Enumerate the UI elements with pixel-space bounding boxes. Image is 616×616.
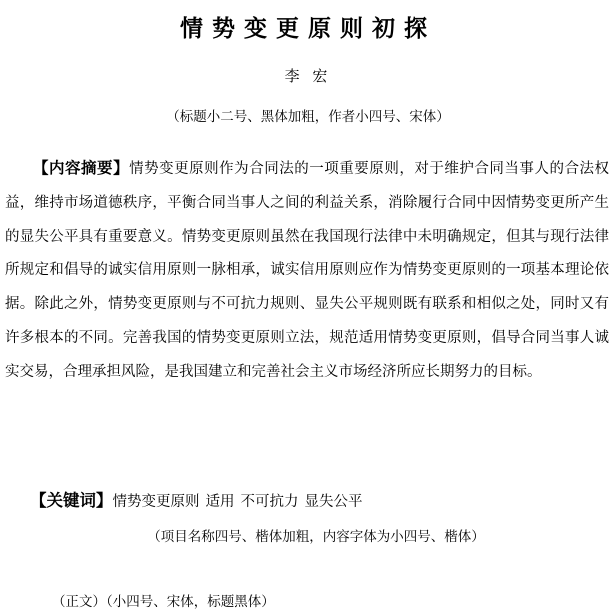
abstract-paragraph xyxy=(5,152,609,390)
keyword-item: 情势变更原则 xyxy=(112,494,200,510)
keywords-label: 【关键词】 xyxy=(30,491,113,510)
author-name: 李 宏 xyxy=(284,67,332,85)
title-format-note: （标题小二号、黑体加粗，作者小四号、宋体） xyxy=(166,109,450,125)
abstract-label: 【内容摘要】 xyxy=(33,159,130,177)
paper-title: 情势变更原则初探 xyxy=(180,16,436,42)
keyword-item: 不可抗力 xyxy=(240,494,299,510)
body-format-note: （正文）（小四号、宋体，标题黑体） xyxy=(52,594,275,610)
keyword-item: 显失公平 xyxy=(304,494,363,510)
abstract-text: 情势变更原则作为合同法的一项重要原则，对于维护合同当事人的合法权益，维持市场道德秩序，平衡合同当事人之间的利益关系，消除履行合同中因情势变更所产生的显失公平具有重要意义。情势变更原则虽然在我国现行法律中未明确规定，但其与现行法律所规定和倡导的诚实信用原则一脉相承，诚实信用原则应作为情势变更原则的一项基本理论依据。除此之外，情势变更原则与不可抗力规则、显失公平规则既有联系和相似之处，同时又有许多根本的不同。完善我国的情势变更原则立法，规范适用情势变更原则，倡导合同当事人诚实交易，合理承担风险，是我国建立和完善社会主义市场经济所应长期努力的目标。 xyxy=(5,161,609,380)
keyword-item: 适用 xyxy=(205,494,235,510)
keywords-format-note: （项目名称四号、楷体加粗，内容字体为小四号、楷体） xyxy=(147,529,485,545)
keywords-line xyxy=(30,489,610,514)
